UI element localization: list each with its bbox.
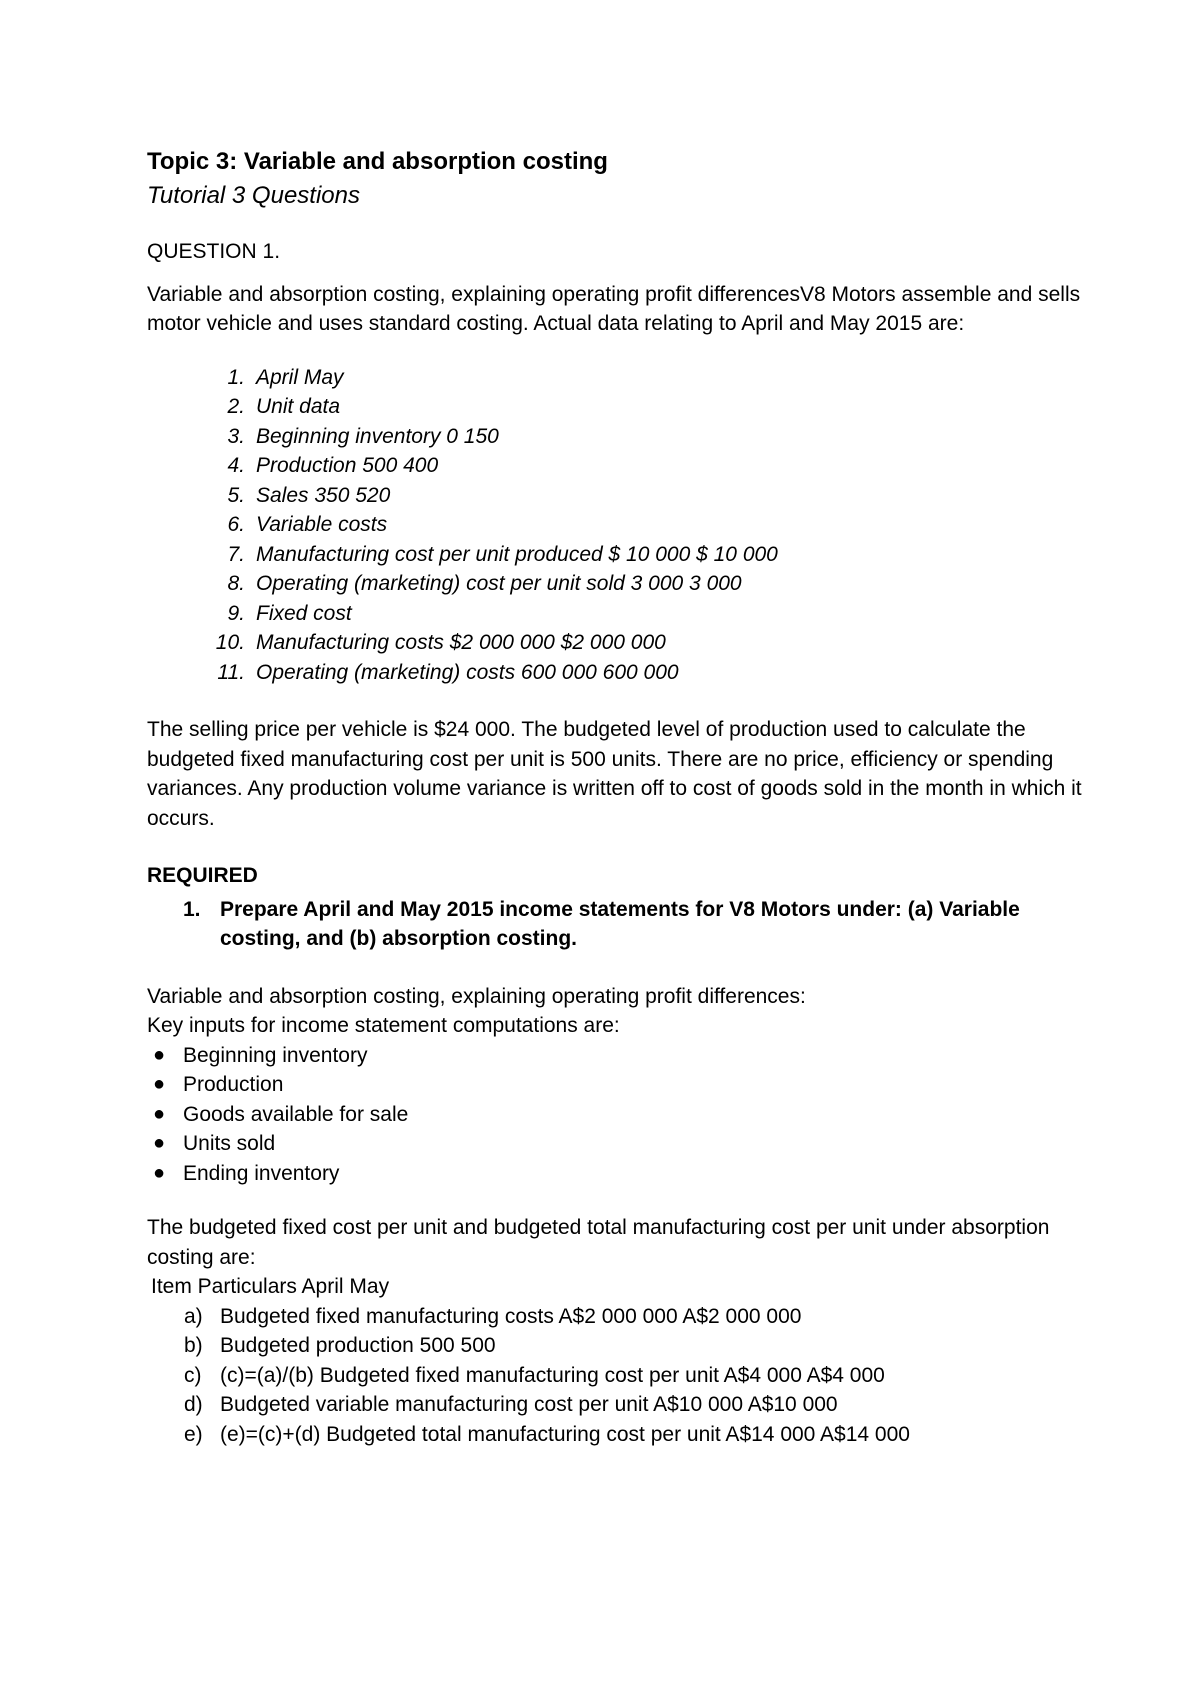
list-number: 11.	[217, 660, 245, 684]
list-text: Budgeted variable manufacturing cost per unit A$10 000 A$10 000	[220, 1393, 838, 1416]
list-number: 1.	[183, 897, 201, 921]
list-text: (e)=(c)+(d) Budgeted total manufacturing cost per unit A$14 000 A$14 000	[220, 1422, 910, 1446]
list-number: 4.	[227, 454, 245, 477]
list-item	[147, 540, 1087, 570]
list-letter: b)	[184, 1334, 203, 1357]
list-item	[147, 1331, 1087, 1361]
list-item	[147, 481, 1087, 511]
bullet-icon: ●	[153, 1043, 166, 1066]
page-title: Topic 3: Variable and absorption costing	[147, 148, 608, 175]
question-heading: QUESTION 1.	[147, 240, 281, 263]
list-number: 6.	[227, 513, 245, 536]
list-item	[147, 599, 1087, 629]
list-item	[147, 1070, 1087, 1100]
list-letter: a)	[184, 1304, 203, 1328]
list-number: 7.	[227, 542, 245, 566]
list-item	[147, 1100, 1087, 1130]
list-item	[147, 422, 1087, 452]
list-number: 1.	[227, 365, 245, 389]
selling-price-paragraph: The selling price per vehicle is $24 000. The budgeted level of production used to calculate the budgeted fixed manufacturing cost per unit is 500 units. There are no price, efficiency or spending variances. Any production volume variance is written off to cost of goods sold in the month in which it occurs.	[147, 718, 1082, 830]
list-text: Budgeted fixed manufacturing costs A$2 000 000 A$2 000 000	[220, 1304, 802, 1328]
list-number: 10.	[215, 631, 245, 654]
bullet-icon: ●	[153, 1161, 166, 1184]
bullet-icon: ●	[153, 1073, 166, 1095]
list-text: Variable costs	[256, 513, 388, 536]
list-number: 5.	[227, 483, 245, 507]
list-item	[147, 1361, 1087, 1391]
list-text: Manufacturing cost per unit produced $ 10 000 $ 10 000	[256, 542, 778, 566]
budget-paragraph: The budgeted fixed cost per unit and budgeted total manufacturing cost per unit under absorption costing are:	[147, 1216, 1050, 1269]
list-item	[147, 451, 1087, 481]
bullet-icon: ●	[153, 1102, 166, 1125]
list-text: Ending inventory	[183, 1161, 340, 1185]
list-item	[147, 1390, 1087, 1420]
list-item	[147, 628, 1087, 658]
list-item	[147, 1041, 1087, 1071]
list-text: Beginning inventory 0 150	[256, 424, 499, 448]
document-content	[147, 146, 1087, 1449]
list-item	[147, 510, 1087, 540]
list-item	[147, 1129, 1087, 1159]
list-letter: e)	[184, 1422, 203, 1446]
list-letter: d)	[184, 1393, 203, 1416]
data-list	[147, 363, 1087, 688]
list-text: Operating (marketing) costs 600 000 600 000	[256, 660, 679, 684]
question-intro: Variable and absorption costing, explaining operating profit differencesV8 Motors assemble and sells motor vehicle and uses standard costing. Actual data relating to April and May 2015 are:	[147, 282, 1081, 335]
list-text: Unit data	[256, 395, 341, 418]
inputs-bullet-list	[147, 1041, 1087, 1189]
list-number: 3.	[227, 424, 245, 448]
list-text: Budgeted production 500 500	[220, 1334, 496, 1357]
list-number: 9.	[227, 601, 245, 625]
list-text: Operating (marketing) cost per unit sold 3 000 3 000	[256, 572, 742, 595]
list-item	[147, 1302, 1087, 1332]
answer-line-2: Key inputs for income statement computations are:	[147, 1014, 620, 1037]
list-text: Manufacturing costs $2 000 000 $2 000 000	[256, 631, 666, 654]
list-number: 2.	[227, 395, 245, 418]
list-item	[147, 363, 1087, 393]
table-header-line: Item Particulars April May	[151, 1275, 390, 1298]
required-list	[147, 895, 1087, 954]
budget-items-list	[147, 1302, 1087, 1450]
list-text: April May	[256, 365, 344, 389]
list-text: Prepare April and May 2015 income statements for V8 Motors under: (a) Variable costing, and (b) absorption costing.	[220, 897, 1020, 950]
answer-intro	[147, 982, 1087, 1041]
list-text: (c)=(a)/(b) Budgeted fixed manufacturing cost per unit A$4 000 A$4 000	[220, 1363, 885, 1387]
bullet-icon: ●	[153, 1132, 166, 1154]
list-item	[147, 1159, 1087, 1189]
list-text: Production 500 400	[256, 454, 439, 477]
list-item	[147, 569, 1087, 599]
list-letter: c)	[184, 1363, 202, 1387]
list-text: Fixed cost	[256, 601, 352, 625]
list-item	[147, 895, 1087, 954]
list-text: Sales 350 520	[256, 483, 391, 507]
list-text: Beginning inventory	[183, 1043, 368, 1067]
list-text: Production	[183, 1073, 284, 1096]
page-subtitle: Tutorial 3 Questions	[147, 182, 360, 209]
required-heading: REQUIRED	[147, 864, 258, 887]
list-text: Units sold	[183, 1132, 276, 1155]
list-item	[147, 1420, 1087, 1450]
list-item	[147, 658, 1087, 688]
answer-line-1: Variable and absorption costing, explaining operating profit differences:	[147, 984, 806, 1008]
list-number: 8.	[227, 572, 245, 595]
list-text: Goods available for sale	[183, 1102, 409, 1126]
list-item	[147, 392, 1087, 422]
